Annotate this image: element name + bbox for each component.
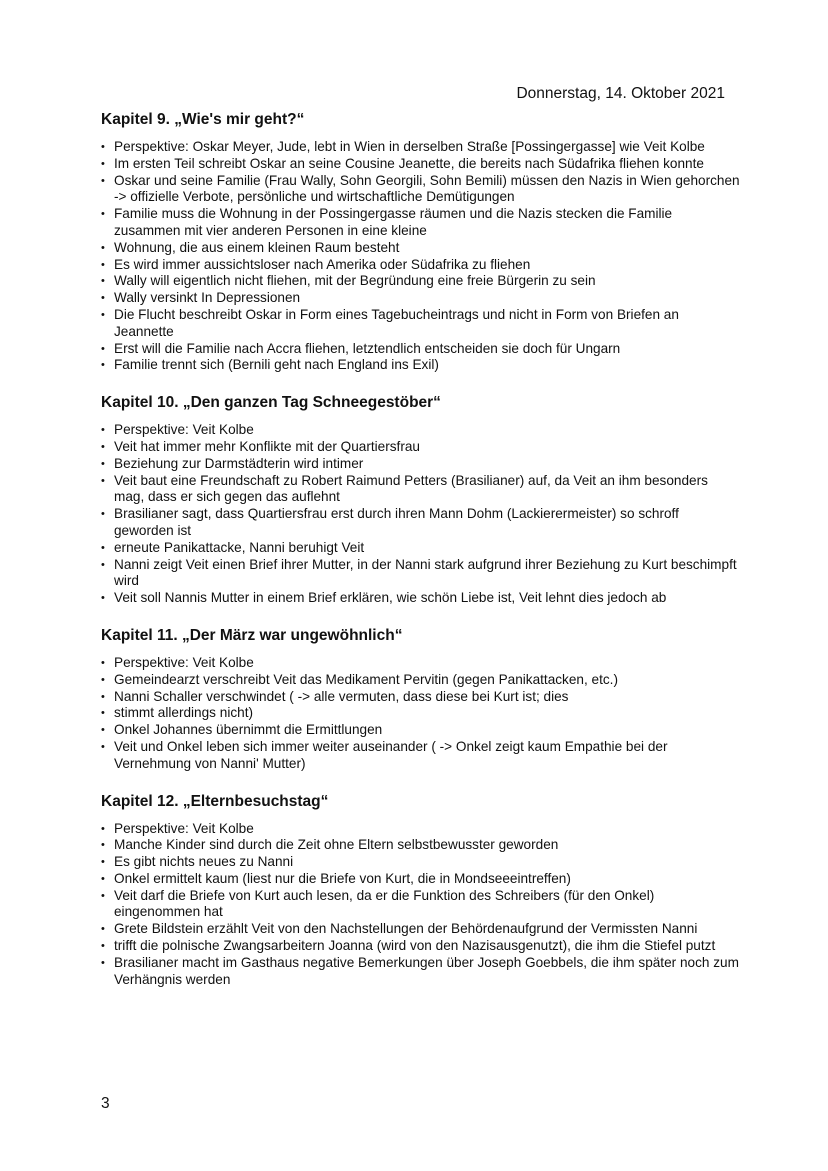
list-item: • Veit und Onkel leben sich immer weiter auseinander ( -> Onkel zeigt kaum Empathie bei der Vernehmung von Nanni' Mutter) [101, 739, 741, 773]
chapter-section [101, 792, 741, 989]
list-item: • Familie trennt sich (Bernili geht nach England ins Exil) [101, 357, 741, 374]
list-item: • Veit soll Nannis Mutter in einem Brief erklären, wie schön Liebe ist, Veit lehnt dies jedoch ab [101, 590, 741, 607]
list-item: • Brasilianer macht im Gasthaus negative Bemerkungen über Joseph Goebbels, die ihm später noch zum Verhängnis werden [101, 955, 741, 989]
list-item: • Onkel ermittelt kaum (liest nur die Briefe von Kurt, die in Mondseeeintreffen) [101, 871, 741, 888]
list-item: • Familie muss die Wohnung in der Possingergasse räumen und die Nazis stecken die Familie zusammen mit vier anderen Personen in eine kleine [101, 206, 741, 240]
list-item: • trifft die polnische Zwangsarbeitern Joanna (wird von den Nazisausgenutzt), die ihm die Stiefel putzt [101, 938, 741, 955]
list-item: • Es wird immer aussichtsloser nach Amerika oder Südafrika zu fliehen [101, 257, 741, 274]
list-item: • Oskar und seine Familie (Frau Wally, Sohn Georgili, Sohn Bemili) müssen den Nazis in Wien gehorchen -> offizielle Verbote, persönliche und wirtschaftliche Demütigungen [101, 173, 741, 207]
chapter-heading: Kapitel 10. „Den ganzen Tag Schneegestöber“ [101, 394, 441, 412]
list-item: • Perspektive: Veit Kolbe [101, 655, 741, 672]
list-item: • Beziehung zur Darmstädterin wird intimer [101, 456, 741, 473]
list-item: • Manche Kinder sind durch die Zeit ohne Eltern selbstbewusster geworden [101, 837, 741, 854]
chapter-section [101, 626, 741, 773]
list-item: • Wohnung, die aus einem kleinen Raum besteht [101, 240, 741, 257]
list-item: • erneute Panikattacke, Nanni beruhigt Veit [101, 540, 741, 557]
chapter-heading: Kapitel 11. „Der März war ungewöhnlich“ [101, 626, 403, 644]
list-item: • Veit baut eine Freundschaft zu Robert Raimund Petters (Brasilianer) auf, da Veit an ihm besonders mag, dass er sich gegen das auflehnt [101, 473, 741, 507]
list-item: • stimmt allerdings nicht) [101, 705, 741, 722]
list-item: • Wally versinkt In Depressionen [101, 290, 741, 307]
bullet-list [101, 655, 741, 773]
chapter-heading: Kapitel 12. „Elternbesuchstag“ [101, 792, 329, 810]
list-item: • Perspektive: Veit Kolbe [101, 422, 741, 439]
list-item: • Brasilianer sagt, dass Quartiersfrau erst durch ihren Mann Dohm (Lackierermeister) so schroff geworden ist [101, 506, 741, 540]
list-item: • Nanni Schaller verschwindet ( -> alle vermuten, dass diese bei Kurt ist; dies [101, 689, 741, 706]
document-content [101, 110, 741, 988]
list-item: • Wally will eigentlich nicht fliehen, mit der Begründung eine freie Bürgerin zu sein [101, 273, 741, 290]
list-item: • Im ersten Teil schreibt Oskar an seine Cousine Jeanette, die bereits nach Südafrika fliehen konnte [101, 156, 741, 173]
list-item: • Gemeindearzt verschreibt Veit das Medikament Pervitin (gegen Panikattacken, etc.) [101, 672, 741, 689]
bullet-list [101, 139, 741, 374]
chapter-section [101, 110, 741, 374]
list-item: • Grete Bildstein erzählt Veit von den Nachstellungen der Behördenaufgrund der Vermissten Nanni [101, 921, 741, 938]
list-item: • Onkel Johannes übernimmt die Ermittlungen [101, 722, 741, 739]
bullet-list [101, 821, 741, 989]
list-item: • Erst will die Familie nach Accra fliehen, letztendlich entscheiden sie doch für Ungarn [101, 341, 741, 358]
list-item: • Nanni zeigt Veit einen Brief ihrer Mutter, in der Nanni stark aufgrund ihrer Beziehung zu Kurt beschimpft wird [101, 557, 741, 591]
list-item: • Es gibt nichts neues zu Nanni [101, 854, 741, 871]
list-item: • Die Flucht beschreibt Oskar in Form eines Tagebucheintrags und nicht in Form von Briefen an Jeannette [101, 307, 741, 341]
list-item: • Perspektive: Veit Kolbe [101, 821, 741, 838]
list-item: • Perspektive: Oskar Meyer, Jude, lebt in Wien in derselben Straße [Possingergasse] wie Veit Kolbe [101, 139, 741, 156]
bullet-list [101, 422, 741, 607]
chapter-section [101, 393, 741, 607]
list-item: • Veit darf die Briefe von Kurt auch lesen, da er die Funktion des Schreibers (für den Onkel) eingenommen hat [101, 888, 741, 922]
page-number: 3 [101, 1095, 110, 1112]
chapter-heading: Kapitel 9. „Wie's mir geht?“ [101, 111, 305, 128]
document-date: Donnerstag, 14. Oktober 2021 [516, 85, 725, 102]
list-item: • Veit hat immer mehr Konflikte mit der Quartiersfrau [101, 439, 741, 456]
